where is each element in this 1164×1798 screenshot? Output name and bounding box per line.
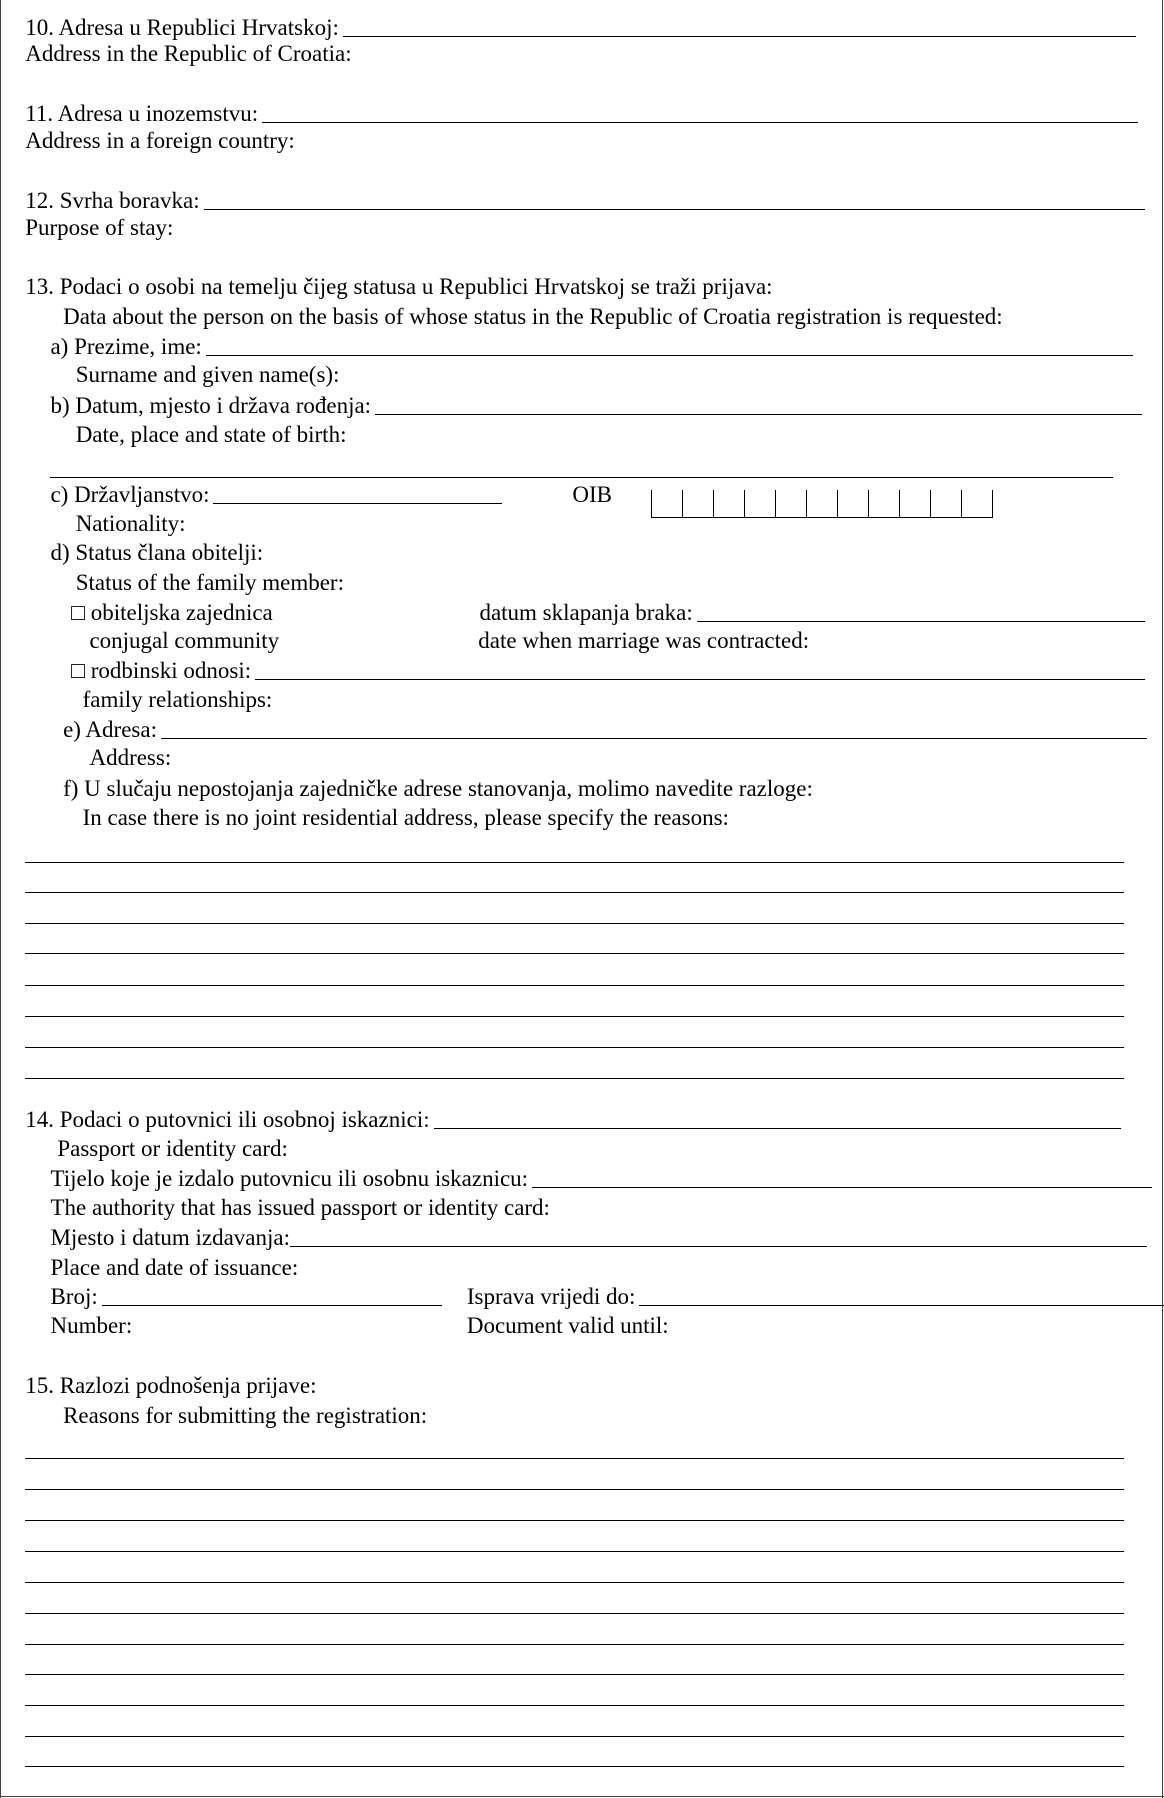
field-label: Broj: (50, 1284, 98, 1310)
registration-reasons-line[interactable] (25, 1682, 1124, 1710)
valid-until-field[interactable] (467, 1282, 1164, 1310)
field-label: In case there is no joint residential address, please specify the reasons: (82, 804, 729, 830)
family-status-label-en (76, 568, 344, 596)
no-joint-address-label-en (83, 803, 729, 831)
underline-input[interactable] (25, 1674, 1124, 1675)
underline-input[interactable] (25, 923, 1124, 924)
underline-input[interactable] (25, 1736, 1124, 1737)
oib-digit-box[interactable] (930, 490, 961, 517)
purpose-field[interactable] (25, 186, 1144, 214)
underline-input[interactable] (204, 209, 1145, 210)
field-label: 10. Adresa u Republici Hrvatskoj: (25, 14, 339, 40)
underline-input[interactable] (102, 1305, 442, 1306)
reasons-no-joint-address-line[interactable] (25, 962, 1124, 990)
field-label: 15. Razlozi podnošenja prijave: (25, 1372, 317, 1398)
underline-input[interactable] (697, 621, 1145, 622)
reasons-no-joint-address-line[interactable] (25, 993, 1124, 1021)
field-label: Date, place and state of birth: (75, 421, 347, 447)
nationality-label-en (76, 509, 186, 537)
field-label: 14. Podaci o putovnici ili osobnoj iskaznici: (25, 1106, 430, 1132)
field-label: 12. Svrha boravka: (25, 187, 200, 213)
field-label: family relationships: (82, 686, 273, 712)
address-foreign-label-en (25, 126, 295, 154)
field-label: datum sklapanja braka: (479, 599, 693, 625)
underline-input[interactable] (50, 477, 1112, 478)
conjugal-label-en (89, 626, 279, 654)
underline-input[interactable] (25, 1047, 1124, 1048)
underline-input[interactable] (25, 1582, 1124, 1583)
field-label: The authority that has issued passport or identity card: (50, 1194, 550, 1220)
reasons-no-joint-address-line[interactable] (25, 869, 1124, 897)
field-label: Tijelo koje je izdalo putovnicu ili osobnu iskaznicu: (50, 1166, 529, 1192)
issuer-field[interactable] (50, 1164, 1151, 1192)
field-label: d) Status člana obitelji: (50, 540, 264, 565)
oib-label (572, 480, 612, 508)
reasons-no-joint-address-line[interactable] (25, 930, 1124, 958)
marriage-date-field[interactable] (479, 598, 1144, 626)
field-label: Address in a foreign country: (25, 128, 295, 154)
registration-reasons-line[interactable] (25, 1713, 1124, 1741)
registration-reasons-line[interactable] (25, 1621, 1124, 1649)
oib-digit-box[interactable] (775, 490, 806, 517)
name-field[interactable] (50, 332, 1133, 360)
field-label: Purpose of stay: (25, 215, 174, 241)
registration-reasons-line[interactable] (25, 1435, 1124, 1463)
nationality-field[interactable] (50, 480, 502, 508)
underline-input[interactable] (25, 892, 1124, 893)
birth-field[interactable] (50, 391, 1142, 419)
section-13-heading (25, 272, 772, 300)
address-foreign-field[interactable] (25, 99, 1138, 127)
reasons-no-joint-address-line[interactable] (25, 839, 1124, 867)
oib-digit-box[interactable] (744, 490, 775, 517)
relations-label-en (83, 685, 273, 713)
field-label: Place and date of issuance: (50, 1254, 299, 1280)
section-15-heading-en (63, 1401, 427, 1429)
underline-input[interactable] (639, 1305, 1164, 1306)
field-label: 13. Podaci o osobi na temelju čijeg statusa u Republici Hrvatskoj se traži prijava: (25, 273, 773, 299)
underline-input[interactable] (25, 1016, 1124, 1017)
field-label: e) Adresa: (63, 716, 157, 742)
oib-digit-box[interactable] (682, 490, 713, 517)
conjugal-checkbox (71, 598, 273, 626)
name-label-en (76, 360, 340, 388)
underline-input[interactable] (375, 414, 1142, 415)
field-label: Surname and given name(s): (75, 362, 340, 388)
underline-input[interactable] (25, 1551, 1124, 1552)
field-label: Address in the Republic of Croatia: (25, 41, 352, 67)
underline-input[interactable] (25, 985, 1124, 986)
underline-input[interactable] (290, 1246, 1147, 1247)
issue-place-date-field[interactable] (50, 1223, 1147, 1251)
field-label: Mjesto i datum izdavanja: (50, 1224, 290, 1250)
page-border-left (0, 0, 1, 1798)
field-label: Address: (89, 745, 172, 771)
underline-input[interactable] (25, 1705, 1124, 1706)
person-address-field[interactable] (63, 715, 1147, 743)
page-border-right (1162, 0, 1163, 1798)
underline-input[interactable] (532, 1187, 1151, 1188)
underline-input[interactable] (25, 1520, 1124, 1521)
underline-input[interactable] (25, 1078, 1124, 1079)
field-label: 11. Adresa u inozemstvu: (25, 100, 259, 126)
underline-input[interactable] (213, 503, 502, 504)
field-label: Passport or identity card: (57, 1136, 288, 1162)
marriage-date-label-en (478, 626, 809, 654)
oib-digit-box[interactable] (899, 490, 930, 517)
passport-field[interactable] (25, 1105, 1120, 1133)
underline-input[interactable] (25, 1458, 1124, 1459)
field-label: Nationality: (75, 511, 186, 537)
underline-input[interactable] (25, 862, 1124, 863)
field-label: Number: (50, 1313, 133, 1339)
page-border-bottom (0, 1796, 1164, 1797)
field-label: Document valid until: (466, 1313, 669, 1339)
purpose-label-en (25, 213, 173, 241)
issuer-label-en (50, 1193, 550, 1221)
underline-input[interactable] (25, 1613, 1124, 1614)
document-number-label-en (50, 1311, 132, 1339)
registration-reasons-line[interactable] (25, 1559, 1124, 1587)
oib-digit-box[interactable] (713, 490, 744, 517)
oib-digit-box[interactable] (651, 490, 682, 517)
field-label: □ obiteljska zajednica (71, 599, 273, 625)
birth-label-en (76, 420, 347, 448)
field-label: □ rodbinski odnosi: (71, 658, 252, 684)
underline-input[interactable] (25, 1766, 1124, 1767)
field-label: OIB (572, 481, 612, 507)
oib-boxes[interactable] (651, 490, 993, 518)
field-label: conjugal community (89, 628, 280, 654)
document-number-field[interactable] (50, 1282, 441, 1310)
registration-reasons-line[interactable] (25, 1743, 1124, 1771)
oib-digit-box[interactable] (961, 490, 993, 517)
section-15-heading (25, 1371, 316, 1399)
family-status-label (50, 538, 263, 566)
no-joint-address-label (63, 774, 813, 802)
address-croatia-field[interactable] (25, 13, 1135, 41)
relations-checkbox-field[interactable] (71, 656, 1145, 684)
registration-reasons-line[interactable] (25, 1528, 1124, 1556)
field-label: date when marriage was contracted: (478, 628, 810, 654)
field-label: Isprava vrijedi do: (466, 1284, 636, 1310)
field-label: f) U slučaju nepostojanja zajedničke adrese stanovanja, molimo navedite razloge: (63, 776, 813, 802)
reasons-no-joint-address-line[interactable] (25, 1024, 1124, 1052)
section-13-heading-en (63, 302, 1003, 330)
registration-reasons-line[interactable] (25, 1590, 1124, 1618)
underline-input[interactable] (206, 355, 1133, 356)
valid-until-label-en (467, 1311, 669, 1339)
field-label: b) Datum, mjesto i država rođenja: (50, 393, 372, 419)
reasons-no-joint-address-line[interactable] (25, 1055, 1124, 1083)
oib-digit-box[interactable] (868, 490, 899, 517)
registration-reasons-line[interactable] (25, 1651, 1124, 1679)
underline-input[interactable] (25, 1644, 1124, 1645)
address-croatia-label-en (25, 39, 351, 67)
underline-input[interactable] (161, 738, 1147, 739)
issue-place-date-label-en (50, 1253, 298, 1281)
underline-input[interactable] (343, 36, 1136, 37)
field-label: c) Državljanstvo: (50, 481, 210, 507)
field-label: Reasons for submitting the registration: (63, 1402, 428, 1428)
registration-reasons-line[interactable] (25, 1497, 1124, 1525)
birth-field-continued[interactable] (50, 454, 1112, 482)
field-label: a) Prezime, ime: (50, 333, 202, 359)
underline-input[interactable] (25, 1489, 1124, 1490)
person-address-label-en (89, 743, 171, 771)
underline-input[interactable] (25, 953, 1124, 954)
field-label: Data about the person on the basis of whose status in the Republic of Croatia registration is requested: (63, 303, 1003, 329)
underline-input[interactable] (262, 122, 1138, 123)
oib-digit-box[interactable] (837, 490, 868, 517)
passport-label-en (57, 1134, 288, 1162)
oib-digit-box[interactable] (806, 490, 837, 517)
underline-input[interactable] (255, 679, 1145, 680)
reasons-no-joint-address-line[interactable] (25, 900, 1124, 928)
field-label: Status of the family member: (75, 569, 344, 595)
underline-input[interactable] (434, 1128, 1121, 1129)
registration-reasons-line[interactable] (25, 1466, 1124, 1494)
